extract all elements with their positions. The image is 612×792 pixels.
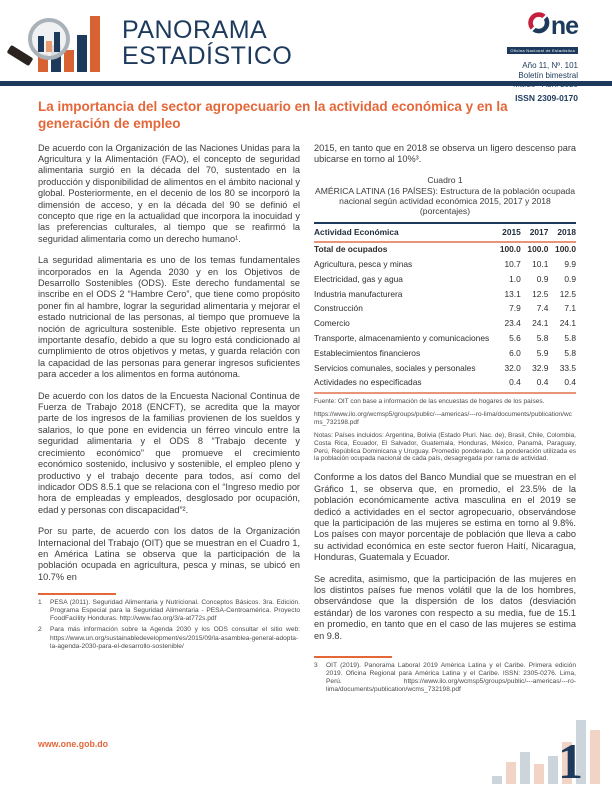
column-header-2015: 2015 [493, 223, 521, 242]
paragraph: De acuerdo con la Organización de las Naciones Unidas para la Agricultura y la Alimentación (FAO), el concepto de seguridad alimentaria surgió en la década del 70, sustentado en la producción y disponibilidad de alimentos en el ámbito nacional y global. Posteriormente, en el decenio de los 80 se incorporó la dimensión de acceso, y en la década del 90 se definió el concepto que rige en la actualidad que incorpora la inocuidad y las preferencias culturales, al tiempo que se reafirmó la seguridad alimentaria como un derecho humano¹. [38, 142, 300, 244]
publication-meta [507, 10, 578, 103]
edition-info: Año 11, Nº. 101 [522, 61, 578, 70]
footnote-number: 1 [38, 599, 42, 607]
footnote-separator [38, 593, 116, 595]
table-title: AMÉRICA LATINA (16 PAÍSES): Estructura de la población ocupada nacional según actividad económica 2015, 2017 y 2018 (porcentajes) [314, 185, 575, 216]
footnote-text[interactable]: Para más información sobre la Agenda 2030 y los ODS consultar el sitio web: https://www.un.org/sustainabledevelopment/es/2015/09/la-asamblea-general-adopta-la-agenda-2030-para-el-desarrollo-sostenible/ [50, 626, 300, 650]
table-row: Industria manufacturera 13.1 12.5 12.5 [314, 288, 576, 299]
table-label: Cuadro 1 [427, 175, 463, 186]
footnote-number: 3 [314, 662, 318, 669]
table-row: Construcción 7.9 7.4 7.1 [314, 303, 576, 314]
table-row: Servicios comunales, sociales y personales 32.0 32.9 33.5 [314, 362, 576, 373]
right-column [314, 143, 576, 698]
footnote [314, 662, 576, 694]
paragraph: 2015, en tanto que en 2018 se observa un ligero descenso para ubicarse en torno al 10%³. [314, 142, 576, 164]
paragraph: De acuerdo con los datos de la Encuesta Nacional Continua de Fuerza de Trabajo 2018 (ENCFT), se acredita que la mayor parte de los ingresos de la familias provienen de los sueldos y salarios, lo que pone en evidencia un férreo vinculo entre la seguridad alimentaria y el ODS 8 “Trabajo decente y crecimiento económico” que promueve el crecimiento económico sostenido, inclusivo y sostenible, el empleo pleno y productivo y el trabajo decente para todos, así como del indicador ODS 8.5.1 que se relaciona con el “Ingreso medio por hora de empleadas y empleados, desglosado por ocupación, edad y personas con discapacidad”². [38, 390, 300, 515]
bar-chart-magnifier-icon [20, 10, 112, 76]
column-header-2018: 2018 [548, 223, 576, 242]
footnote [38, 626, 300, 650]
left-footnotes [38, 593, 300, 651]
one-logo-o-icon [528, 12, 550, 39]
magnifier-lens-icon [28, 18, 70, 60]
table-row: Comercio 23.4 24.1 24.1 [314, 318, 576, 329]
website-url[interactable]: www.one.gob.do [38, 739, 109, 749]
table-source: Fuente: OIT con base a información de las encuestas de hogares de los países. [314, 397, 545, 405]
paragraph: Por su parte, de acuerdo con los datos de la Organización Internacional del Trabajo (OIT) que se muestran en el Cuadro 1, en América Latina se observa que la participación de la población ocupada en agricultura, pesca y minas, se ubicó en 10.7% en [38, 526, 300, 582]
table-caption [314, 175, 576, 216]
one-logo [507, 12, 578, 39]
publication-title-line2: ESTADÍSTICO [122, 42, 293, 70]
article-body [0, 143, 612, 698]
right-footnotes [314, 656, 576, 694]
table-source-link[interactable]: https://www.ilo.org/wcmsp5/groups/public/---americas/---ro-lima/documents/publication/wcms_732198.pdf [314, 410, 572, 426]
table-header-row [314, 223, 576, 242]
issn-number: ISSN 2309-0170 [515, 92, 578, 103]
paragraph: Se acredita, asimismo, que la participación de las mujeres en los distintos países fue menos volátil que la de los hombres, observándose que la dispersión de los datos (desviación estándar) de los varones con respecto a su media, fue de 15.1 en promedio, en tanto que en el caso de las mujeres se estima en 9.8. [314, 573, 576, 641]
table-row: Electricidad, gas y agua 1.0 0.9 0.9 [314, 273, 576, 284]
frequency-info: Boletín bimestral [518, 70, 578, 80]
panorama-logo [20, 10, 292, 76]
publication-title-line1: PANORAMA [122, 16, 268, 44]
table-row: Agricultura, pesca y minas 10.7 10.1 9.9 [314, 259, 576, 270]
footnote-separator [314, 656, 392, 658]
footnote-text[interactable]: PESA (2011). Seguridad Alimentaria y Nutricional. Conceptos Básicos. 3ra. Edición. Programa Especial para la Seguridad Alimentaria - PESA-Centroamérica. Proyecto FoodFacility Honduras. http://www.fao.org/3/a-at772s.pdf [50, 599, 300, 623]
one-caption: Oficina Nacional de Estadística [507, 47, 578, 54]
footnote [38, 599, 300, 623]
cuadro-1-table [314, 222, 576, 394]
bar-chart-decoration [492, 720, 600, 789]
period-info: Marzo - Abril 2020 [513, 80, 578, 89]
publication-title [122, 17, 292, 69]
table-notes: Notas: Países incluidos: Argentina, Bolivia (Estado Pluri. Nac. de), Brasil, Chile, Colombia, Costa Rica, Ecuador, El Salvador, Guatemala, Honduras, México, Panamá, Paraguay, Perú, República Dominicana y Uruguay. Promedio ponderado. La ponderación utilizada es la población ocupada nacional de cada país, desagregada por rama de actividad. [314, 431, 576, 463]
page-number: 1 [558, 733, 583, 789]
article-title: La importancia del sector agropecuario en la actividad económica y en la generación de empleo [38, 99, 508, 132]
paragraph: Conforme a los datos del Banco Mundial que se muestran en el Gráfico 1, se observa que, en promedio, el 23.5% de la población económicamente activa masculina en el 2019 se dedicó a actividades en el sector agropecuario, observándose que la participación de las mujeres se estima en torno al 9.8%. Los países con mayor porcentaje de población que lleva a cabo su actividad económica en este sector fueron Haití, Nicaragua, Honduras, Guatemala y Ecuador. [314, 472, 576, 563]
one-logo-text: ne [550, 11, 578, 40]
footnote-number: 2 [38, 626, 42, 634]
page-header [0, 0, 612, 103]
column-header-actividad: Actividad Económica [314, 223, 493, 242]
column-header-2017: 2017 [521, 223, 549, 242]
table-row: Establecimientos financieros 6.0 5.9 5.8 [314, 347, 576, 358]
table-row: Total de ocupados 100.0 100.0 100.0 [314, 244, 576, 255]
table-row: Actividades no especificadas 0.4 0.4 0.4 [314, 376, 576, 393]
paragraph: La seguridad alimentaria es uno de los temas fundamentales incorporados en la Agenda 2030 y en los Objetivos de Desarrollo Sostenibles (ODS). Este derecho fundamental se inscribe en el ODS 2 “Hambre Cero”, que tiene como propósito poner fin al hambre, lograr la seguridad alimentaria y mejorar el estado nutricional de las personas, al tiempo que promueve la noción de agricultura sostenible. Este objetivo representa un importante desafío, debido a que su logro está condicionado al cumplimiento de otros objetivos y metas, y guarda relación con la capacidad de las personas para generar ingresos suficientes para acceder a los alimentos en forma autónoma. [38, 255, 300, 380]
left-column [38, 143, 300, 698]
footnote-text[interactable]: OIT (2019). Panorama Laboral 2019 América Latina y el Caribe. Primera edición 2019. Oficina Regional para América Latina y el Caribe. ISSN: 2305-0276. Lima, Perú. https://www.ilo.org/wcmsp5/groups/public/---americas/---ro-lima/documents/publication/wcms_732198.pdf [326, 662, 576, 694]
table-row: Transporte, almacenamiento y comunicaciones 5.6 5.8 5.8 [314, 333, 576, 344]
